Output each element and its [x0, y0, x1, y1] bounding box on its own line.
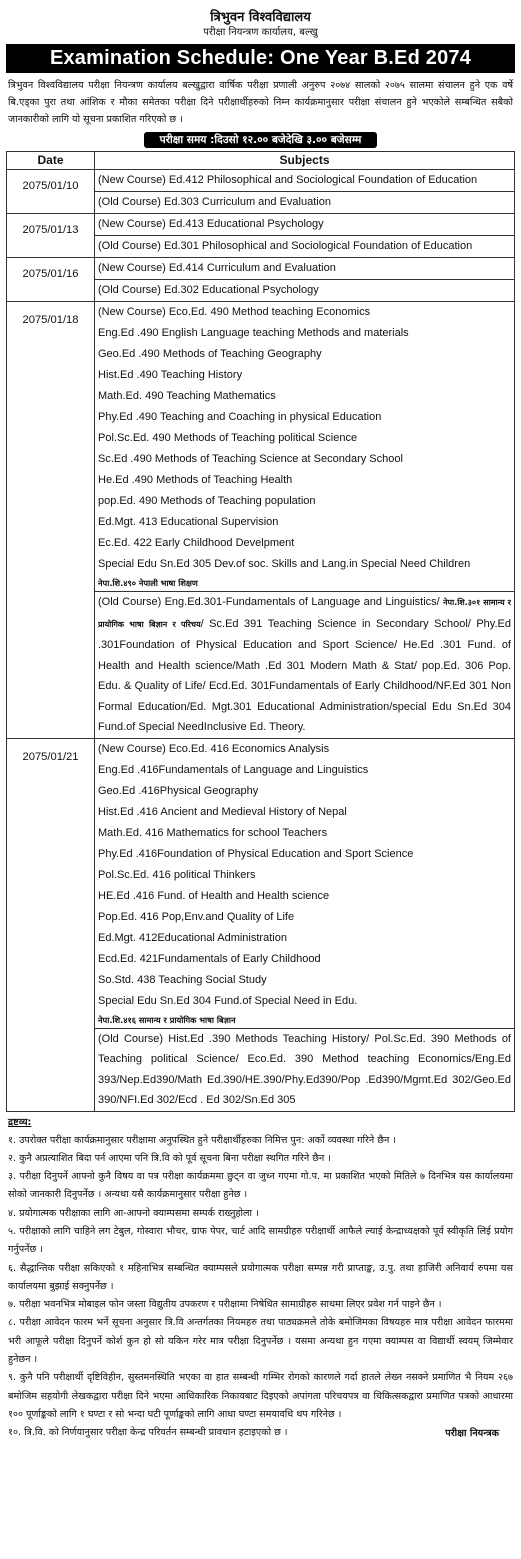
- subject-line: Geo.Ed .490 Methods of Teaching Geography: [98, 348, 322, 360]
- table-header-row: [7, 152, 515, 170]
- subject-cell: [95, 1028, 515, 1111]
- note-item: ६. सैद्धान्तिक परीक्षा सकिएको १ महिनाभित्र सम्बन्धित क्याम्पसले प्रयोगात्मक परीक्षा सम्पन्न गरी प्राप्ताङ्क, उ.पु. तथा हाजिरी अनिवार्य रुपमा यस कार्यालयमा बुझाई सक्नुपर्नेछ ।: [8, 1262, 513, 1292]
- subject-line: Math.Ed. 490 Teaching Mathematics: [98, 390, 276, 402]
- notes-section: [6, 1114, 515, 1439]
- table-row: [7, 302, 515, 592]
- subject-line: (New Course) Eco.Ed. 416 Economics Analysis: [98, 742, 330, 755]
- subject-line: Hist.Ed .490 Teaching History: [98, 369, 243, 381]
- exam-date: 2075/01/18: [7, 302, 95, 739]
- table-row: [7, 258, 515, 280]
- header-subjects: Subjects: [95, 152, 515, 170]
- subject-line: Pol.Sc.Ed. 416 political Thinkers: [98, 868, 256, 881]
- subject-line: Pop.Ed. 416 Pop,Env.and Quality of Life: [98, 910, 295, 923]
- subject-line: Pol.Sc.Ed. 490 Methods of Teaching political Science: [98, 432, 358, 444]
- subject-line: (New Course) Ed.412 Philosophical and Sociological Foundation of Education: [98, 174, 478, 186]
- university-name: त्रिभुवन विश्वविद्यालय: [210, 10, 311, 25]
- exam-date: 2075/01/21: [7, 738, 95, 1111]
- exam-time: परीक्षा समय :दिउसो १२.०० बजेदेखि ३.०० बजेसम्म: [144, 132, 378, 148]
- exam-date: 2075/01/10: [7, 170, 95, 214]
- subject-cell: [95, 192, 515, 214]
- subject-cell: [95, 302, 515, 592]
- subject-line: Special Edu Sn.Ed 305 Dev.of soc. Skills and Lang.in Special Need Children: [98, 558, 471, 570]
- subject-line: He.Ed .490 Methods of Teaching Health: [98, 474, 293, 486]
- old-course-paragraph: [98, 592, 511, 738]
- subject-line: Ed.Mgt. 413 Educational Supervision: [98, 516, 279, 528]
- subject-line: Special Edu Sn.Ed 304 Fund.of Special Need in Edu.: [98, 994, 358, 1007]
- exam-date: 2075/01/16: [7, 258, 95, 302]
- exam-time-bar: [6, 130, 515, 148]
- subject-line: Hist.Ed .416 Ancient and Medieval History of Nepal: [98, 805, 347, 818]
- subject-line: (New Course) Ed.413 Educational Psychology: [98, 218, 324, 230]
- subject-line-nepali: नेपा.शि.४९० नेपाली भाषा शिक्षण: [98, 578, 198, 588]
- notice-page: [6, 0, 515, 1439]
- subject-line: Ecd.Ed. 421Fundamentals of Early Childhood: [98, 952, 321, 965]
- subject-line-nepali: नेपा.शि.४१६ सामान्य र प्रायोगिक भाषा बिज्ञान: [98, 1014, 236, 1025]
- schedule-table: [6, 151, 515, 1112]
- subject-cell: [95, 214, 515, 236]
- note-item: ३. परीक्षा दिनुपर्ने आफ्नो कुनै विषय वा पत्र परीक्षा कार्यक्रममा छुट्न वा जुध्न गएमा गो.प. मा प्रकाशित भएको मितिले ७ दिनभित्र यस कार्यालयमा सोको जानकारी दिनुपर्नेछ । अन्यथा यसै कार्यक्रमानुसार परीक्षा हुनेछ ।: [8, 1171, 513, 1201]
- subject-cell: [95, 738, 515, 1028]
- subject-cell: [95, 280, 515, 302]
- subject-line: (Old Course) Ed.303 Curriculum and Evaluation: [98, 196, 331, 208]
- subject-line: (Old Course) Ed.302 Educational Psychology: [98, 284, 319, 296]
- subject-line: Phy.Ed .490 Teaching and Coaching in physical Education: [98, 411, 382, 423]
- subject-cell: [95, 236, 515, 258]
- subject-line: So.Std. 438 Teaching Social Study: [98, 973, 267, 986]
- subject-line: Sc.Ed .490 Methods of Teaching Science at Secondary School: [98, 453, 403, 465]
- subject-line: pop.Ed. 490 Methods of Teaching population: [98, 495, 316, 507]
- old-course-nepali: नेपा.शि.३०१ सामान्य र प्रायोगिक भाषा बिज्ञान र परिचय: [98, 598, 511, 629]
- subject-line: Ec.Ed. 422 Early Childhood Develpment: [98, 537, 295, 549]
- subject-line: Phy.Ed .416Foundation of Physical Education and Sport Science: [98, 847, 414, 860]
- subject-line: Ed.Mgt. 412Educational Administration: [98, 931, 287, 944]
- subject-line: (New Course) Eco.Ed. 490 Method teaching Economics: [98, 306, 371, 318]
- notice-header: [6, 0, 515, 40]
- note-item: २. कुनै अप्रत्याशित बिदा पर्न आएमा पनि त्रि.वि को पूर्व सूचना बिना परीक्षा स्थगित गरिने छैन ।: [8, 1152, 332, 1164]
- note-item: ४. प्रयोगात्मक परीक्षाका लागि आ-आफ्नो क्याम्पसमा सम्पर्क राख्नुहोला ।: [8, 1207, 259, 1219]
- intro-paragraph: त्रिभुवन विश्वविद्यालय परीक्षा नियन्त्रण कार्यालय बल्खुद्वारा वार्षिक परीक्षा प्रणाली अनुरुप २०७४ सालको २०७५ सालमा संचालन हुने एक वर्षे बि.एड्का पुरा तथा आंशिक र मौका समेतका परीक्षा दिने परीक्षार्थीहरुको निम्न कार्यक्रमानुसार परीक्षा संचालन हुने भएकोले सम्बन्धित सबैको जानकारीको लागि यो सूचना प्रकाशित गरिएको छ ।: [8, 80, 513, 125]
- old-course-text: / Sc.Ed 391 Teaching Science in Secondary School/ Phy.Ed .301Foundation of Physical Education and Sport Science/ He.Ed .301 Fund. of Health and Health science/Math .Ed 301 Modern Math & Stat/ pop.Ed. 306 Pop. Edu. & Quality of Life/ Ecd.Ed. 301Fundamentals of Early Childhood/NF.Ed 301 Non Formal Education/Ed. Mgt.301 Educational Administration/special Edu Sn.Ed 304 Fund.of Special NeedInclusive Ed. Theory.: [98, 617, 511, 733]
- note-item: १०. त्रि.वि. को निर्णयानुसार परीक्षा केन्द्र परिवर्तन सम्बन्धी प्रावधान हटाइएको छ ।: [8, 1427, 288, 1439]
- header-date: Date: [7, 152, 95, 170]
- signature: परीक्षा नियन्त्रक: [445, 1427, 499, 1439]
- subject-cell: [95, 258, 515, 280]
- table-row: [7, 170, 515, 192]
- office-name: परीक्षा नियन्त्रण कार्यालय, बल्खु: [203, 27, 318, 38]
- table-row: [7, 738, 515, 1028]
- subject-line: Eng.Ed .416Fundamentals of Language and Linguistics: [98, 763, 369, 776]
- subject-line: Math.Ed. 416 Mathematics for school Teachers: [98, 826, 328, 839]
- exam-date: 2075/01/13: [7, 214, 95, 258]
- note-item: ९. कुनै पनि परीक्षार्थी दृष्टिविहीन, सुस्तमनस्थिति भएका वा हात सम्बन्धी गम्भिर रोगको कारणले गर्दा हातले लेख्न नसक्ने प्रमाणित भै नियम २६७ बमोजिम सहयोगी लेखकद्वारा परीक्षा दिने भएमा आधिकारिक निकायबाट दिइएको अपांगता परिचयपत्र वा चिकित्सकद्वारा प्रमाणित पत्रको आधारमा १०० पूर्णाङ्कको लागि १ घण्टा र सो भन्दा घटी पूर्णाङ्कको लागि आधा घण्टा समयावधि थप गरिनेछ ।: [8, 1372, 513, 1420]
- subject-cell: [95, 170, 515, 192]
- subject-line: HE.Ed .416 Fund. of Health and Health science: [98, 889, 330, 902]
- subject-cell: [95, 592, 515, 739]
- old-course-text: (Old Course) Eng.Ed.301-Fundamentals of Language and Linguistics/: [98, 596, 440, 608]
- table-row: [7, 214, 515, 236]
- note-item: ७. परीक्षा भवनभित्र मोबाइल फोन जस्ता विद्युतीय उपकरण र परीक्षामा निषेधित सामाग्रीहरु साथमा लिएर प्रवेश गर्न पाइने छैन ।: [8, 1299, 442, 1311]
- old-course-paragraph: (Old Course) Hist.Ed .390 Methods Teaching History/ Pol.Sc.Ed. 390 Methods of Teaching political Science/ Eco.Ed. 390 Method teaching Economics/Eng.Ed 393/Nep.Ed390/Math Ed.390/HE.390/Phy.Ed390/Pop .Ed390/Mgmt.Ed 302/Geo.Ed 390/NFI.Ed 302/Ecd . Ed 302/Sn.Ed 305: [98, 1032, 511, 1106]
- subject-line: (Old Course) Ed.301 Philosophical and Sociological Foundation of Education: [98, 240, 473, 252]
- subject-line: Eng.Ed .490 English Language teaching Methods and materials: [98, 327, 409, 339]
- note-item: १. उपरोक्त परीक्षा कार्यक्रमानुसार परीक्षामा अनुपस्थित हुने परीक्षार्थीहरुका निमित्त पुन: अर्को व्यवस्था गरिने छैन ।: [8, 1134, 397, 1146]
- subject-line: Geo.Ed .416Physical Geography: [98, 784, 259, 797]
- schedule-title: Examination Schedule: One Year B.Ed 2074: [6, 44, 515, 73]
- note-item: ८. परीक्षा आवेदन फारम भर्ने सूचना अनुसार त्रि.वि अन्तर्गतका नियमहरु तथा पाठ्यक्रमले तोके बमोजिमका विषयहरु मात्र परीक्षा आवेदन फारममा भरी आफूले परीक्षा दिनुपर्ने कोर्श कुन हो सो यकिन गरेर मात्र परीक्षा दिनुपर्नेछ । यसमा अन्यथा हुन गएमा क्याम्पस वा विद्यार्थी स्वयम् जिम्मेवार हुनेछन ।: [8, 1317, 513, 1366]
- subject-line: (New Course) Ed.414 Curriculum and Evaluation: [98, 262, 336, 274]
- notes-heading: द्रष्टव्य:: [8, 1116, 32, 1128]
- note-item: ५. परीक्षाको लागि चाहिने लग टेबुल, गोस्वारा भौचर, ग्राफ पेपर, चार्ट आदि सामग्रीहरु परीक्षार्थी आफैले ल्याई केन्द्राध्यक्षको पूर्व स्वीकृति लिई प्रयोग गर्नुपर्नेछ ।: [8, 1225, 513, 1256]
